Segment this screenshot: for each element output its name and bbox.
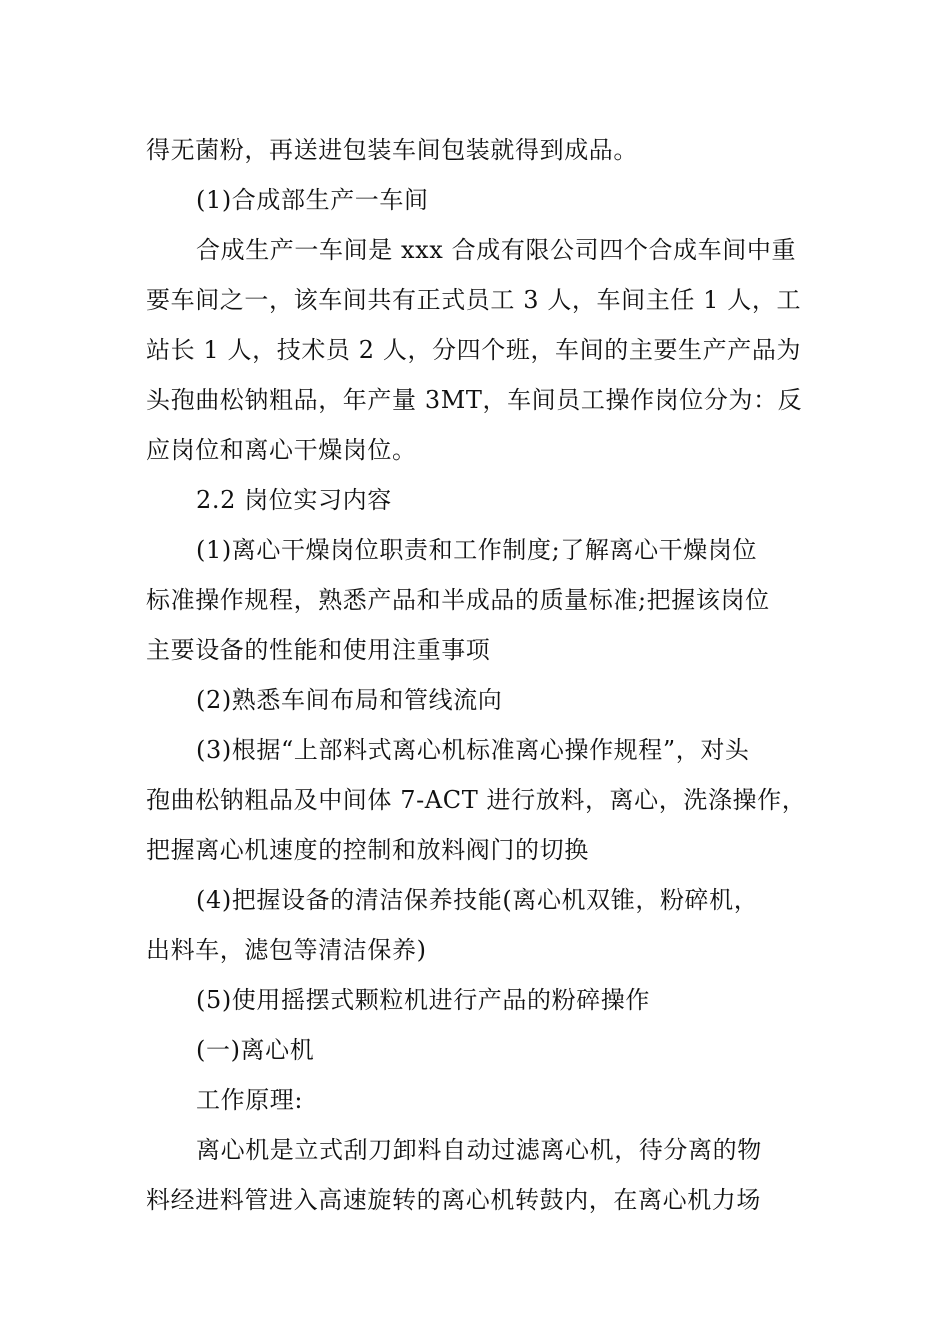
text-line: (5)使用摇摆式颗粒机进行产品的粉碎操作: [196, 986, 650, 1014]
text-line: 应岗位和离心干燥岗位。: [146, 436, 417, 464]
text-line: 把握离心机速度的控制和放料阀门的切换: [146, 836, 589, 864]
section-heading: (一)离心机: [196, 1036, 315, 1064]
text-line: 头孢曲松钠粗品，年产量 3MT，车间员工操作岗位分为：反: [146, 386, 803, 414]
text-line: 出料车，滤包等清洁保养): [146, 936, 427, 964]
text-line: 主要设备的性能和使用注重事项: [146, 636, 491, 664]
text-line: (2)熟悉车间布局和管线流向: [196, 686, 503, 714]
text-line: (3)根据“上部料式离心机标准离心操作规程”，对头: [196, 736, 750, 764]
text-line: 得无菌粉，再送进包装车间包装就得到成品。: [146, 136, 638, 164]
text-line: 料经进料管进入高速旋转的离心机转鼓内，在离心机力场: [146, 1186, 761, 1214]
text-line: 要车间之一，该车间共有正式员工 3 人，车间主任 1 人，工: [146, 286, 802, 314]
subheading: 工作原理:: [196, 1086, 304, 1114]
section-heading: 2.2 岗位实习内容: [196, 486, 392, 514]
text-line: 离心机是立式刮刀卸料自动过滤离心机，待分离的物: [196, 1136, 762, 1164]
text-line: 站长 1 人，技术员 2 人，分四个班，车间的主要生产产品为: [146, 336, 802, 364]
text-line: 标准操作规程，熟悉产品和半成品的质量标准;把握该岗位: [146, 586, 770, 614]
text-line: 合成生产一车间是 xxx 合成有限公司四个合成车间中重: [196, 236, 797, 264]
text-line: 孢曲松钠粗品及中间体 7-ACT 进行放料，离心，洗涤操作，: [146, 786, 807, 814]
text-line: (1)合成部生产一车间: [196, 186, 429, 214]
text-line: (1)离心干燥岗位职责和工作制度;了解离心干燥岗位: [196, 536, 758, 564]
text-line: (4)把握设备的清洁保养技能(离心机双锥，粉碎机，: [196, 886, 759, 914]
